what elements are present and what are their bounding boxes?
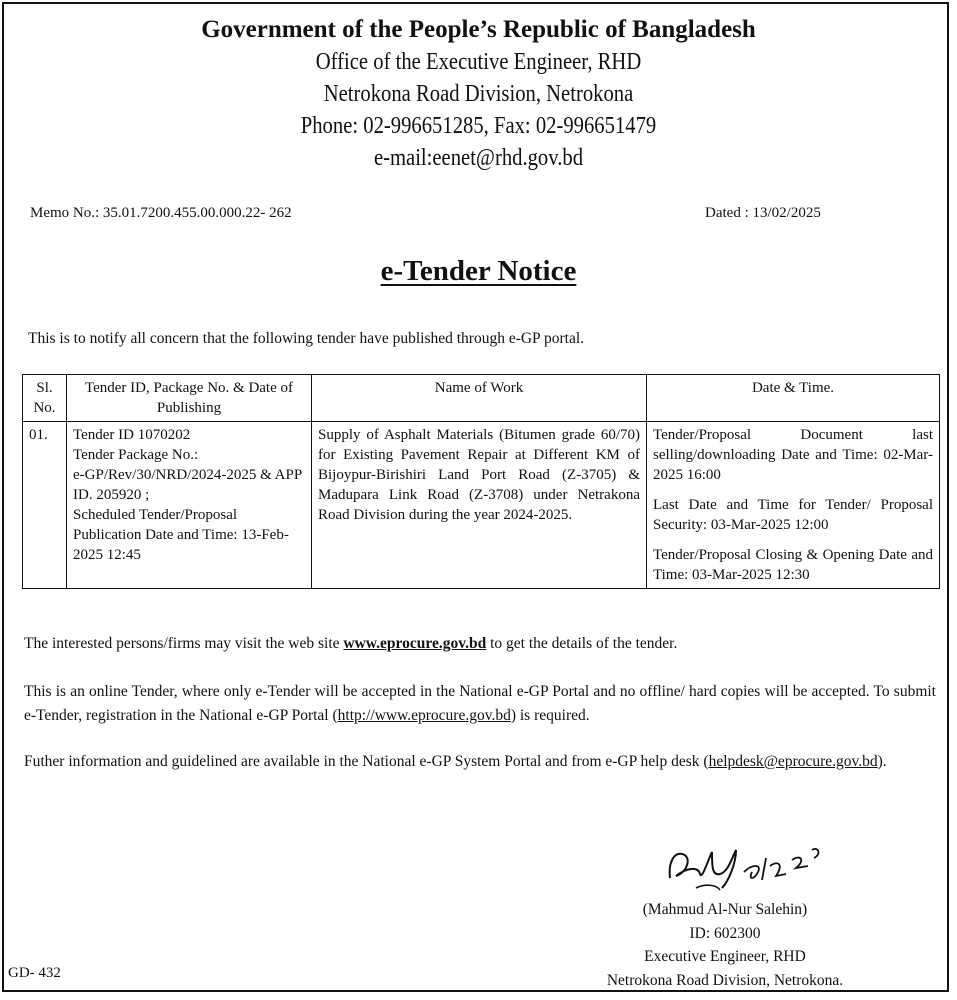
cell-tender xyxy=(67,422,312,589)
table-row xyxy=(23,422,940,589)
header-tender: Tender ID, Package No. & Date of Publishing xyxy=(67,375,312,422)
office-name: Office of the Executive Engineer, RHD xyxy=(315,49,642,75)
signatory-id: ID: 602300 xyxy=(689,924,761,942)
para2-text: This is an online Tender, where only e-Tender will be accepted in the National e-GP Portal and no offline/ hard copies will be accepted. To submit e-Tender, registration in the National e-GP Portal ( xyxy=(24,683,936,724)
table-header-row xyxy=(23,375,940,422)
signatory-block xyxy=(560,898,890,992)
tender-id: Tender ID 1070202 xyxy=(73,427,191,443)
security-date: Last Date and Time for Tender/ Proposal Security: 03-Mar-2025 12:00 xyxy=(653,497,933,533)
header-work: Name of Work xyxy=(312,375,647,422)
header-sl: Sl. No. xyxy=(23,375,67,422)
signatory-name: (Mahmud Al-Nur Salehin) xyxy=(642,901,808,918)
memo-number: Memo No.: 35.01.7200.455.00.000.22- 262 xyxy=(30,205,292,221)
division-name: Netrokona Road Division, Netrokona xyxy=(323,81,634,107)
para1-text: The interested persons/firms may visit the web site xyxy=(24,635,344,652)
intro-text: This is to notify all concern that the following tender have published through e-GP portal. xyxy=(28,330,585,347)
paragraph-website xyxy=(24,632,936,656)
gd-number: GD- 432 xyxy=(8,965,61,981)
package-number: e-GP/Rev/30/NRD/2024-2025 & APP ID. 205920 ; xyxy=(73,467,302,503)
letterhead xyxy=(0,14,957,174)
paragraph-helpdesk xyxy=(24,750,936,774)
cell-date xyxy=(647,422,940,589)
publication-date: Scheduled Tender/Proposal Publication Date and Time: 13-Feb-2025 12:45 xyxy=(73,507,289,563)
para2-text-end: ) is required. xyxy=(510,707,590,724)
document-selling-date: Tender/Proposal Document last selling/downloading Date and Time: 02-Mar-2025 16:00 xyxy=(653,427,933,483)
signatory-office: Netrokona Road Division, Netrokona. xyxy=(606,971,844,989)
para3-text: Futher information and guidelined are available in the National e-GP System Portal and from e-GP help desk ( xyxy=(24,753,709,770)
phone-fax: Phone: 02-996651285, Fax: 02-996651479 xyxy=(300,113,657,139)
header-date: Date & Time. xyxy=(647,375,940,422)
tender-table xyxy=(22,374,940,589)
eprocure-link[interactable]: www.eprocure.gov.bd xyxy=(343,635,487,652)
portal-link[interactable]: http://www.eprocure.gov.bd xyxy=(337,707,511,724)
dated: Dated : 13/02/2025 xyxy=(705,205,821,221)
signatory-designation: Executive Engineer, RHD xyxy=(644,948,806,965)
page-title xyxy=(0,255,957,288)
para1-text-end: to get the details of the tender. xyxy=(486,635,678,652)
handwritten-signature xyxy=(570,838,860,898)
para3-text-end: ). xyxy=(877,753,887,770)
email-address: e-mail:eenet@rhd.gov.bd xyxy=(373,145,584,171)
helpdesk-email-link[interactable]: helpdesk@eprocure.gov.bd xyxy=(708,753,878,770)
title-text: e-Tender Notice xyxy=(380,255,577,287)
government-title: Government of the People’s Republic of Bangladesh xyxy=(201,16,756,43)
closing-opening-date: Tender/Proposal Closing & Opening Date and Time: 03-Mar-2025 12:30 xyxy=(653,547,933,583)
package-label: Tender Package No.: xyxy=(73,447,199,463)
cell-work: Supply of Asphalt Materials (Bitumen grade 60/70) for Existing Pavement Repair at Different KM of Bijoypur-Birishiri Land Port Road (Z-3705) & Madupara Link Road (Z-3708) under Netrakona Road Division during the year 2024-2025. xyxy=(312,422,647,589)
cell-sl: 01. xyxy=(23,422,67,589)
paragraph-online xyxy=(24,680,936,728)
